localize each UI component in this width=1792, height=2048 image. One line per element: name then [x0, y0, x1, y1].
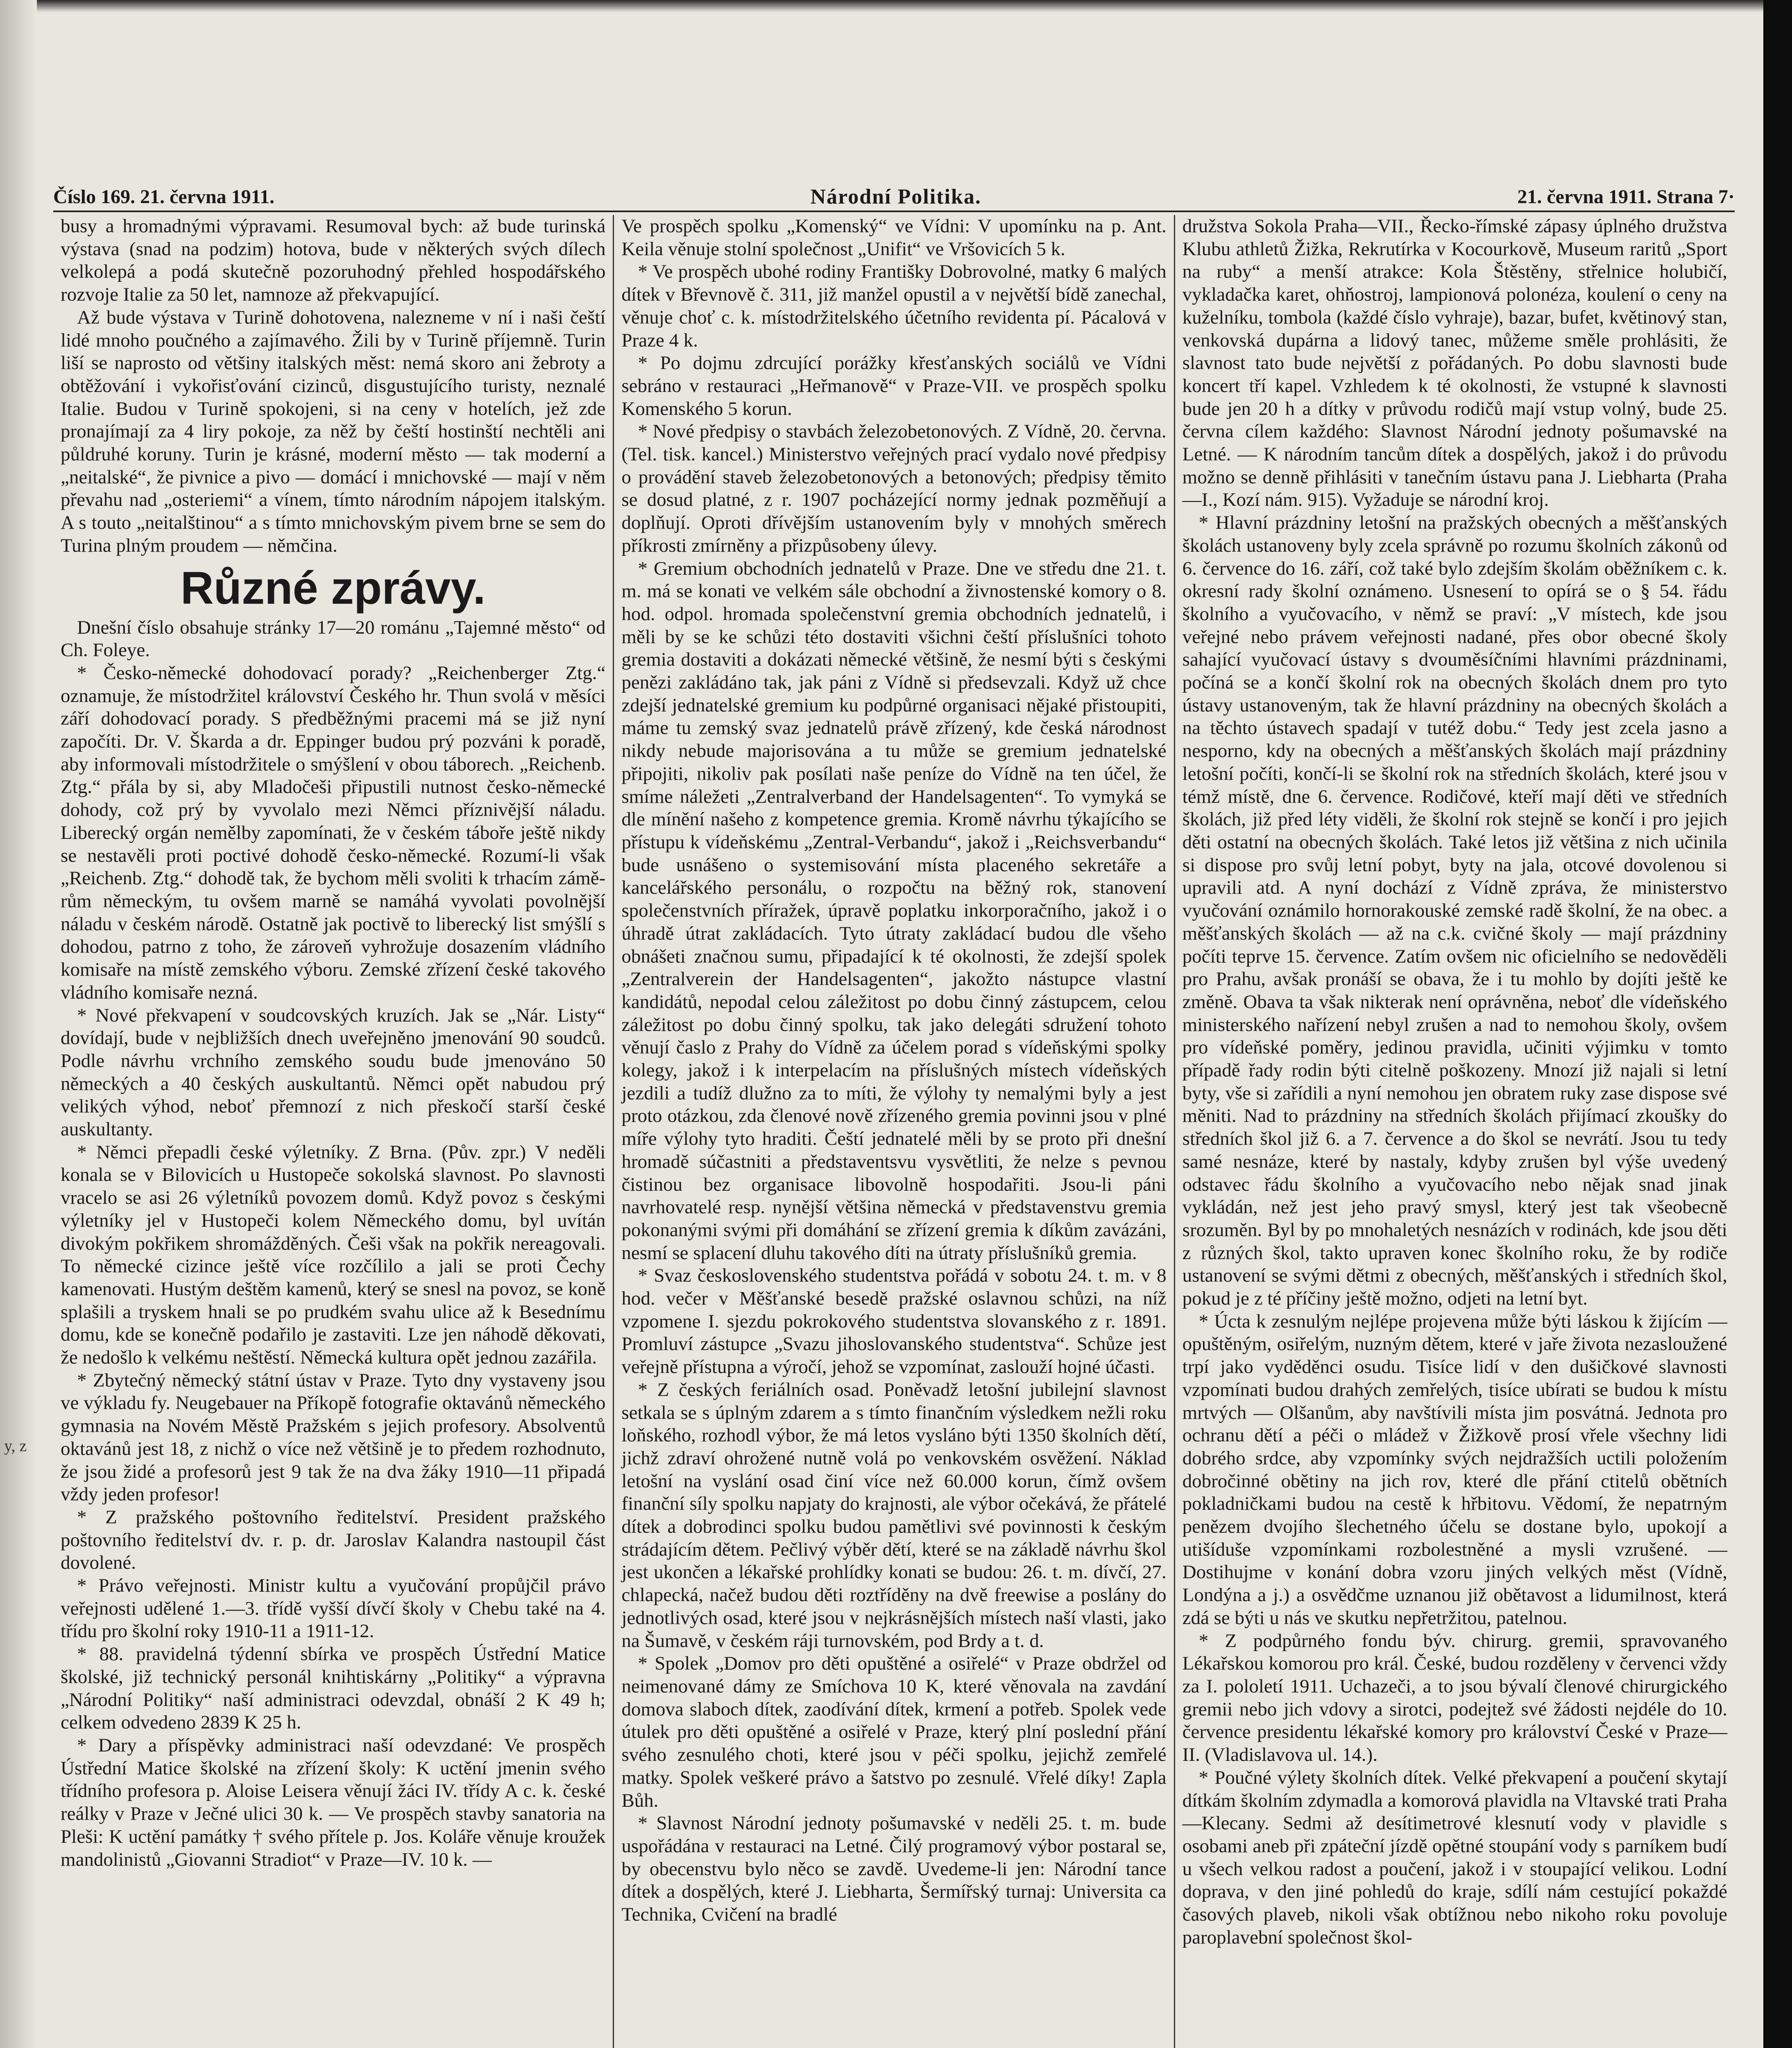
article-turin-end: busy a hromadnými výpravami. Resumoval bych: až bude turinská výstava (snad na podzim) hotova, bude v některých svých dílech velkolepá a podá skutečně pozoruhodný přehled hospodářského rozvoje Italie za 50 let, namnoze až překvapující. [61, 215, 606, 306]
news-item-slavnost-cont: družstva Sokola Praha—VII., Řecko-římské zápasy úplného družstva Klubu athletů Žižka, Rekrutírka v Kocourkově, Museum raritů „Sport na ruby“ a menší atrakce: Kola Štěstěny, střelnice holubičí, vykladačka karet, ohňostroj, lampionová polonéza, koulení o ceny na kuželníku, tombola (každé číslo vyhraje), bazar, bufet, květinový stan, venkovská dupárna a lidový tanec, můžeme směle prohlásiti, že slavnost tato bude největší z pořádaných. Po dobu slavnosti bude koncert tří kapel. Vzhledem k té okolnosti, že vstupné k slavnosti bude jen 20 h a dítky v průvodu rodičů mají vstup volný, bude 25. června cílem každého: Slavnost Národní jednoty pošumavské na Letné. — K národním tancům dítek a dospělých, jakož i do průvodu možno se denně přihlásiti v tanečním ústavu pana J. Liebharta (Praha—I., Kozí nám. 915). Vyžaduje se národní kroj. [1182, 215, 1727, 511]
news-item-sbirka: * 88. pravidelná týdenní sbírka ve prospěch Ústřední Matice školské, již technický personál knihtiskárny „Politiky“ a výpravna „Národní Politiky“ naší administraci odevzdal, obnáší 2 K 49 h; celkem odvedeno 2839 K 25 h. [61, 1643, 606, 1733]
scan-top-edge [0, 0, 1763, 12]
news-item-ferialni-osady: * Z českých feriálních osad. Poněvadž letošní jubilejní slavnost setkala se s úplným zdarem a s tímto finančním výsledkem nežli roku loňského, rozhodl výbor, že má letos vysláno býti 1350 školních dětí, jichž zdraví ohrožené nutně volá po venkovském osvěžení. Náklad letošní na vyslání osad činí více než 60.000 korun, čímž ovšem finanční síly spolku napjaty do krajnosti, ale výbor očekává, že přátelé dítek a dobrodinci spolku budou pamětlivi své povinnosti k českým strádajícím dětem. Pečlivý výběr dětí, které se na základě návrhu škol jest ukončen a lékařské prohlídky konati se budou: 26. t. m. dívčí, 27. chlapecká, načež budou děti roztříděny na dvě freewise a poslány do jednotlivých osad, které jsou v nejkrásnějších místech naší vlasti, jako na Šumavě, v českém ráji turnovském, pod Brdy a t. d. [621, 1379, 1167, 1652]
newspaper-title: Národní Politika. [810, 185, 981, 208]
section-heading-ruzne-zpravy: Různé zprávy. [180, 562, 486, 614]
news-item-dohoda: * Česko-německé dohodovací porady? „Reichenberger Ztg.“ oznamuje, že místodržitel království Českého hr. Thun svolá v měsíci září dohodovací porady. S předběžnými pracemi má se již nyní započíti. Dr. V. Škarda a dr. Eppinger budou prý pozváni k poradě, aby informovali místodržitele o smýšlení v obou táborech. „Reichenb. Ztg.“ přála by si, aby Mladočeši připustili nutnost česko-německé dohody, což prý by vyvolalo mezi Němci příznivější náladu. Liberecký orgán nemělby zapomínati, že v českém táboře ještě nikdy se nestavěli proti poctivé dohodě česko-německé. Rozumí-li však „Reichenb. Ztg.“ dohodě tak, že bychom měli svoliti k trhacím záměrům německým, tu ovšem marně se namáhá vyvolati povolnější náladu v českém národě. Ostatně jak poctivě to liberecký list smýšlí s dohodou, patrno z toho, že zároveň vyhrožuje dosazením vládního komisaře na místě zemského výboru. Zemské zřízení české takového vládního komisaře nezná. [61, 662, 606, 1003]
column-2 [613, 215, 1174, 2048]
news-item-soudci: * Nové překvapení v soudcovských kruzích. Jak se „Nár. Listy“ dovídají, bude v nejbližších dnech uveřejněno jmenování 90 soudců. Podle návrhu vrchního zemského soudu bude jmenováno 50 německých a 40 českých auskultantů. Němci opět nabudou prý velikých výhod, neboť přemnozí z nich přeskočí starší české auskultanty. [61, 1004, 606, 1140]
news-item-porazka: * Po dojmu zdrcující porážky křesťanských sociálů ve Vídni sebráno v restauraci „Heřmanově“ v Praze-VII. ve prospěch spolku Komenského 5 korun. [621, 352, 1167, 419]
note-novel-pages: Dnešní číslo obsahuje stránky 17—20 románu „Tajemné město“ od Ch. Foleye. [61, 616, 606, 661]
news-item-domov-pro-deti: * Spolek „Domov pro děti opuštěné a osiřelé“ v Praze obdržel od neimenované dámy ze Smíchova 10 K, které věnovala na zavdání domova slaboch dítek, zaodívání dítek, krmení a potřeb. Spolek vede útulek pro děti opuštěné a osiřelé v Praze, který plní poslední přání svého zesnulého choti, které jsou v péči spolku, jejichž zemřelé matky. Spolek veškeré právo a šatstvo po zesnulé. Vřelé díky! Zapla Bůh. [621, 1653, 1167, 1811]
news-item-jednota-posumavska: * Slavnost Národní jednoty pošumavské v neděli 25. t. m. bude uspořádána v restauraci na Letné. Čilý programový výbor postaral se, by obecenstvu bylo něco se zavdě. Uvedeme-li jen: Národní tance dítek a dospělých, které J. Liebharta, Šermířský turnaj: Universita ca Technika, Cvičení na bradlé [621, 1812, 1167, 1926]
news-item-postovni-reditelstvi: * Z pražského poštovního ředitelství. President pražského poštovního ředitelství dv. r. p. dr. Jaroslav Kalandra nastoupil část dovolené. [61, 1506, 606, 1574]
issue-number: Číslo 169. 21. června 1911. [53, 186, 274, 208]
header-rule [53, 211, 1735, 212]
news-item-pravo-verejnosti: * Právo veřejnosti. Ministr kultu a vyučování propůjčil právo veřejnosti udělené 1.—3. třídě vyšší dívčí školy v Chebu také na 4. třídu pro školní roky 1910-11 a 1911-12. [61, 1575, 606, 1642]
scan-right-edge [1763, 0, 1792, 2048]
news-item-vyletnici: * Němci přepadli české výletníky. Z Brna. (Pův. zpr.) V neděli konala se v Bilovicích u Hustopeče sokolská slavnost. Po slavnosti vracelo se asi 26 výletníků povozem domů. Když povoz s českými výletníky jel v Hustopeči kolem Německého domu, byl uvítán divokým pokřikem shromážděných. Češi však na pokřik nereagovali. To německé cizince ještě více rozčílilo a jali se proti Čechy kamenovati. Hustým deštěm kamenů, který se snesl na povoz, se koně splašili a tryskem hnali se po prudkém svahu ulice až k Besednímu domu, kde se konečně podařilo je zastaviti. Lze jen náhodě děkovati, že nedošlo k velkému neštěstí. Německá kultura opět jednou zazářila. [61, 1141, 606, 1368]
binding-margin-marks: y, z [4, 1436, 27, 1455]
news-item-svaz-studentstva: * Svaz československého studentstva pořádá v sobotu 24. t. m. v 8 hod. večer v Měšťanské besedě pražské oslavnou schůzi, na níž vzpomene I. sjezdu pokrokového studentstva slovanského z r. 1891. Promluví zástupce „Svazu jihoslovanského studentstva“. Schůze jest veřejně přístupna a výročí, jehož se vzpomínat, zaslouží hojné účasti. [621, 1265, 1167, 1378]
column-3 [1174, 215, 1735, 2048]
news-item-ucta-k-zesnulym: * Úcta k zesnulým nejlépe projevena může býti láskou k žijícím — opuštěným, osiřelým, nuzným dětem, které v jaře života nezasloužené trpí jako vyděděnci osudu. Tisíce lidí v den dušičkové slavnosti vzpomínati budou drahých zemřelých, tisíce ubírati se budou k místu mrtvých — Olšanům, aby navštívili místa jim posvátná. Jednota pro ochranu dětí a péči o mládež v Žižkově prosí vřele všechny lidi dobrého srdce, aby vzpomínky svých nejdražších uctili položením dobročinné obětiny na jich rov, které dle přání ctitelů obětních pokladničkami budou na cestě k hřbitovu. Vědomí, že nepatrným penězem dvojího šlechetného účelu se dostane bylo, upokojí a utišíduše vzpomínkami rozbolestněné a mysli vzrušené. — Dostihujme v konání dobra vzoru jiných velkých měst (Vídně, Londýna a j.) a osvědčme uznanou již obětavost a lidumilnost, která zdá se býti u nás ve skutku nepřetržitou, patelnou. [1182, 1310, 1727, 1629]
article-turin-exhibition: Až bude výstava v Turině dohotovena, nalezneme v ní i naši čeští lidé mnoho poučného a zajímavého. Žili by v Turině příjemně. Turin liší se naprosto od většiny italských měst: nemá skoro ani žebroty a obtěžování i vykořisťování cizinců, disgustujícího turisty, neznalé Italie. Budou v Turině spokojeni, si na ceny v hotelích, jež zde pronajímají za 4 liry pokoje, za něž by čeští hostinští nechtěli ani půldruhé koruny. Turin je krásné, moderní město — tak moderní a „neitalské“, že pivnice a pivo — domácí i mnichovské — mají v něm převahu nad „osteriemi“ a vínem, tímto národním nápojem italským. A s touto „neitalštinou“ a s tímto mnichovským pivem brne se sem do Turina plným proudem — němčina. [61, 306, 606, 556]
page-header [53, 180, 1735, 213]
news-item-prazdniny: * Hlavní prázdniny letošní na pražských obecných a měšťanských školách ustanoveny byly zcela správně po rozumu školních zákonů od 6. července do 16. září, což také bylo zdejším školám oběžníkem c. k. okresní rady školní oznámeno. Usnesení to opírá se o § 54. řádu školního a vyučovacího, v němž se praví: „V místech, kde jsou veřejné nebo právem veřejnosti nadané, přes obor obecné školy sahající vyučovací ústavy s dvouměsíčními hlavními prázdninami, počíná se a končí školní rok na obecných školách dnem pro tyto ústavy ustanoveným, tak že hlavní prázdniny na obecných školách a na těchto ústavech spadají v tutéž dobu.“ Tedy jest zcela jasno a nesporno, kdy na obecných a měšťanských školách mají prázdniny letošní počíti, končí-li se školní rok na středních školách, které jsou v témž místě, dne 6. července. Rodičové, kteří mají děti ve středních školách, již před léty viděli, že školní rok stejně se končí i pro jejich děti ostatní na obecných školách. Také letos již většina z nich učinila si dispose pro svůj letní pobyt, byty na jala, otcové dovolenou si upravili atd. A nyní dochází z Vídně zpráva, že ministerstvo vyučování oznámilo hornorakouské zemské radě školní, že na obec. a měšťanských školách — až na c.k. cvičné školy — mají prázdniny počíti teprve 15. července. Zatím ovšem nic oficielního se nedověděli pro Prahu, avšak pronáší se obava, že i tu mohlo by dojíti ještě ke změně. Obava ta však nikterak není oprávněna, neboť dle vídeňského ministerského nařízení nebyl zrušen a nad to nemohou školy, ovšem pro vídeňské poměry, jedinou pravidla, učiniti výjimku v tomto případě řady rodin býti citelně poškozeny. Mnozí již najali si letní byty, vše si zařídili a nyní nemohou jen obratem ruky zase dispose své měniti. Nad to prázdniny na středních školách přijímací zkoušky do středních škol již 6. a 7. července a do škol se nevrátí. Jsou tu tedy samé nesnáze, které by nastaly, kdyby zrušen byl výše uvedený odstavec řádu školního a vyučovacího nebo nějak snad jinak vykládán, než jest jeho pravý smysl, který jest tak všeobecně srozuměn. Byl by po mnohaletých nesnázích v rodinách, kde jsou děti z různých škol, takto upraven konec školního roku, že by rodiče ustanovení se svými dětmi z obecných, měšťanských i středních škol, pokud je z té příčiny ještě možno, odjeti na letní byt. [1182, 512, 1727, 1309]
date-and-page: 21. června 1911. Strana 7· [1517, 186, 1735, 208]
news-item-zelezobeton: * Nové předpisy o stavbách železobetonových. Z Vídně, 20. června. (Tel. tisk. kancel.) Ministerstvo veřejných prací vydalo nové předpisy o provádění staveb železobetonových a betonových; předpisy těmito se dosud platné, z r. 1907 pocházející normy jednak pozměňují a doplňují. Oproti dřívějším ustanovením byly v mnohých směrech příkrosti zmírněny a přizpůsobeny úlevy. [621, 421, 1167, 556]
news-item-komensky: Ve prospěch spolku „Komenský“ ve Vídni: V upomínku na p. Ant. Keila věnuje stolní společnost „Unifit“ ve Vršovicích 5 k. [621, 215, 1167, 260]
news-item-dobrovolna: * Ve prospěch ubohé rodiny Františky Dobrovolné, matky 6 malých dítek v Břevnově č. 311, již manžel opustil a v největší bídě zanechal, věnuje choť c. k. místodržitelského účetního revidenta pí. Pácalová v Praze 4 k. [621, 261, 1167, 351]
news-item-gremium: * Gremium obchodních jednatelů v Praze. Dne ve středu dne 21. t. m. má se konati ve velkém sále obchodní a živnostenské komory o 8. hod. odpol. hromada společenstvní gremia obchodních jednatelů, i měli by se ke schůzi této dostaviti všichni čeští příslušníci tohoto gremia dostaviti a dokázati německé většině, že nesmí býti s českými penězi zakládáno tak, jak páni z Vídně si předsevzali. Když už chce zdejší jednatelské gremium ku podpůrné organisaci nějaké přistoupiti, máme tu zemský svaz jednatelů právě zřízený, kde česká národnost nikdy nebude majorisována a tu může se gremium jednatelské připojiti, nikoliv pak posílati naše peníze do Vídně na ten účel, že smíme náležeti „Zentralverband der Handelsagenten“. To vymyká se dle mínění našeho z kompetence gremia. Kromě návrhu týkajícího se přístupu k vídeňskému „Zentral-Verbandu“, jakož i „Reichsverbandu“ bude usnášeno o systemisování místa placeného sekretáře a kancelářského personálu, o rozpočtu na běžný rok, stanovení společenstvních příražek, úpravě poplatku inkorporačního, jakož i o úhradě útrat zakládacích. Tyto útraty zakládací budou dle všeho obnášeti značnou sumu, připadající k té okolnosti, že zdejší spolek „Zentralverein der Handelsagenten“, jakožto nástupce vlastní kandidátů, nepodal celou záležitost po dobu činný zástupcem, celou záležitost po dobu činný spolku, tak jako delegáti sdružení tohoto věnují časlo z Prahy do Vídně za účelem porad s vídeňskými spolky kolegy, jakož i k interpelacím na příslušných místech vídeňských jezdili a tudíž dlužno za to míti, že výlohy ty nemalými byly a jest proto otázkou, zda členové nově zřízeného gremia povinni jsou v plné míře výlohy tyto hraditi. Čeští jednatelé měli by se proto při dnešní hromadě súčastniti a představentsvu vysvětliti, že nelze s pevnou čistinou bez organisace libovolně hospodařiti. Jsou-li páni navrhovatelé resp. nynější většina německá v představenstvu gremia pokonanými svými při domáhání se zřízení gremia k díkům zavázáni, nesmí se splacení dluhu takového díti na útraty příslušníků gremia. [621, 557, 1167, 1264]
scan-left-edge [0, 0, 37, 2048]
news-item-nemecky-ustav: * Zbytečný německý státní ústav v Praze. Tyto dny vystaveny jsou ve výkladu fy. Neugebauer na Příkopě fotografie oktavánů německého gymnasia na Novém Městě Pražském s jejich profesory. Absolventů oktavánů jest 18, z nichž o více než většině je to předem rozhodnuto, že jsou židé a profesorů jest 9 tak že na dva žáky 1910—11 připadá vždy jeden profesor! [61, 1369, 606, 1505]
news-item-dary: * Dary a příspěvky administraci naší odevzdané: Ve prospěch Ústřední Matice školské na zřízení školy: K uctění jmenin svého třídního profesora p. Aloise Leisera věnují žáci IV. třídy A c. k. české reálky v Praze v Ječné ulici 30 k. — Ve prospěch stavby sanatoria na Pleši: K uctění památky † svého přítele p. Jos. Koláře věnuje kroužek mandolinistů „Giovanni Stradiot“ v Praze—IV. 10 k. — [61, 1735, 606, 1870]
news-item-poucne-vylety: * Poučné výlety školních dítek. Velké překvapení a poučení skytají dítkám školním zdymadla a komorová plavidla na Vltavské trati Praha—Klecany. Sedmi až desítimetrové klesnutí vody v plavidle s osobami aneb při zpáteční jízdě opětné stoupání vody s parníkem budí u všech velkou radost a poučení, jakož i v stoupající velikou. Lodní doprava, v den jiné pohledů do kraje, sdílí nám cestující pokaždé časových plaveb, nikoli však obtížnou nebo nikoho roku povoluje paroplavební společnost škol- [1182, 1767, 1727, 1948]
column-1 [53, 215, 613, 2048]
article-columns [53, 215, 1735, 2048]
news-item-podpurny-fond: * Z podpůrného fondu býv. chirurg. gremii, spravovaného Lékařskou komorou pro král. České, budou rozděleny v červenci vždy za I. pololetí 1911. Uchazeči, a to jsou bývalí členové chirurgického gremii nebo jich vdovy a sirotci, podejtež své žádosti nejdéle do 10. července presidentu lékařské komory pro království České v Praze—II. (Vladislavova ul. 14.). [1182, 1630, 1727, 1766]
